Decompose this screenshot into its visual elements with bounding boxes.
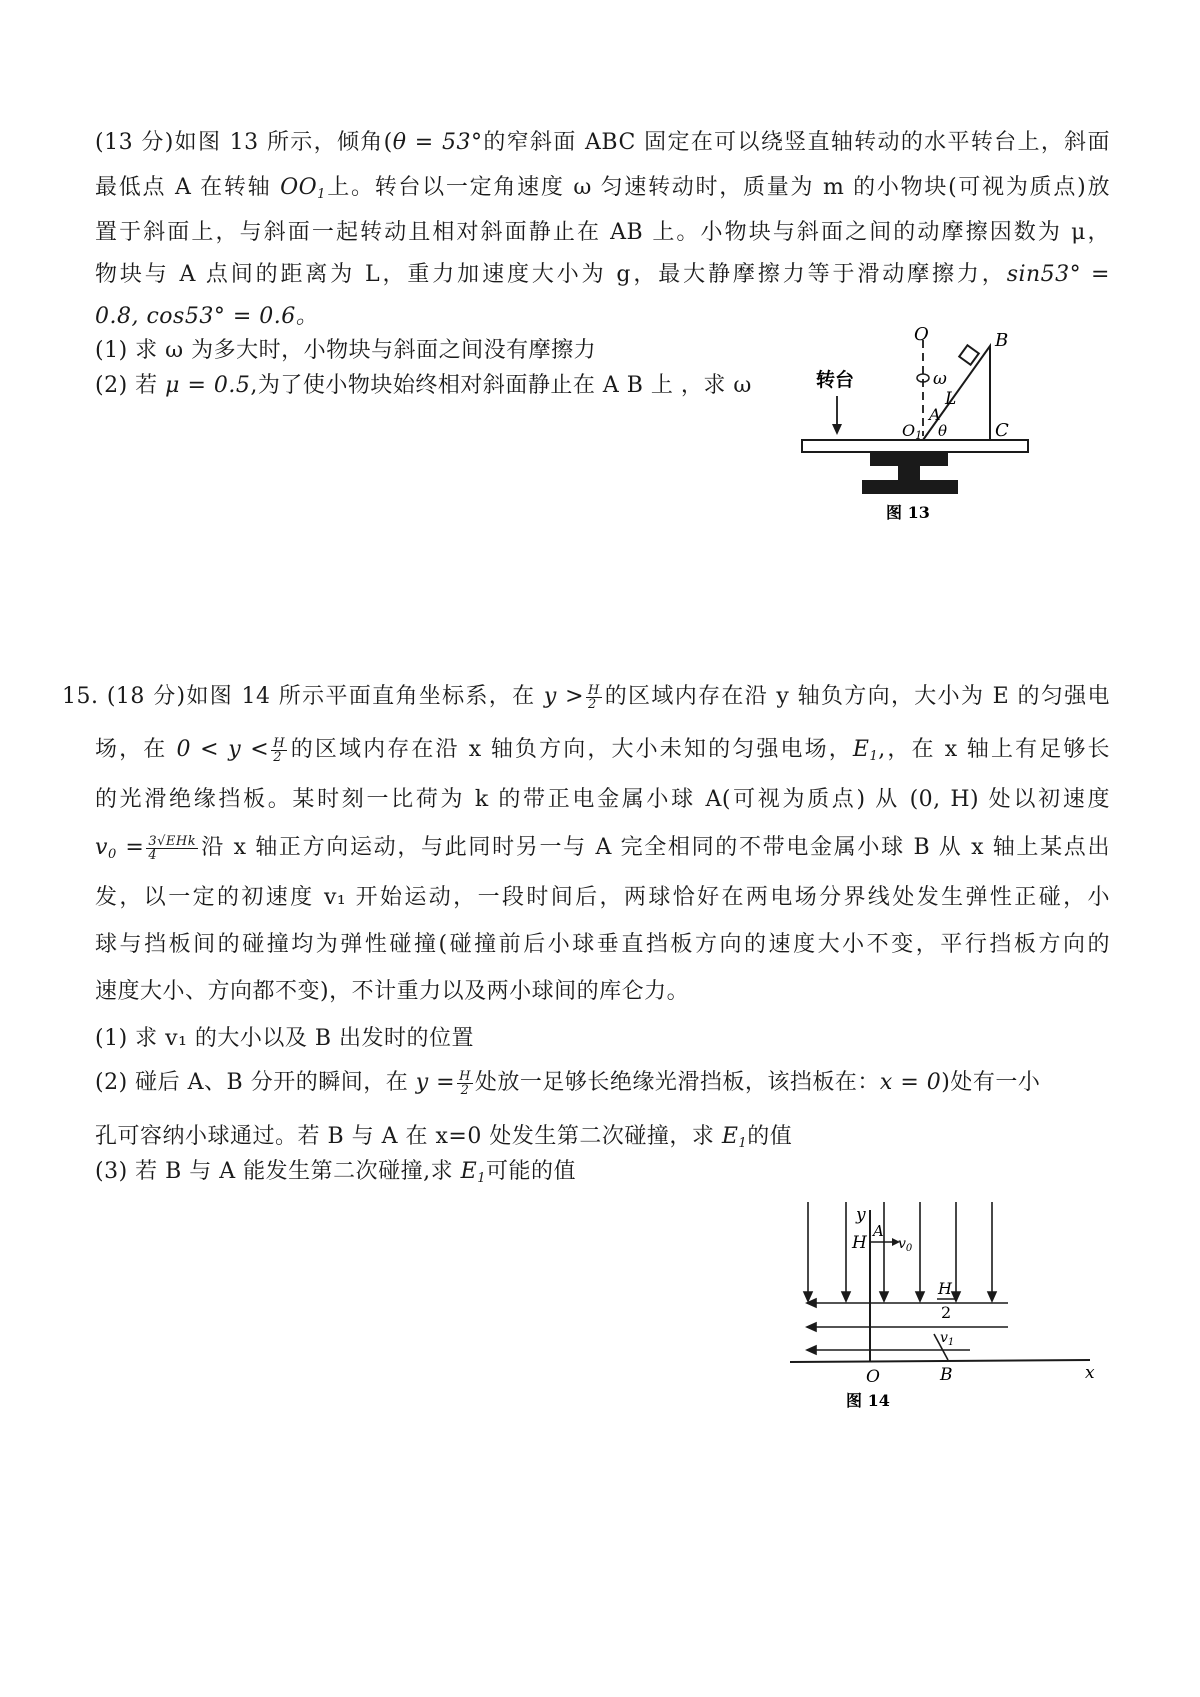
q15-subquestion-2: (2) 碰后 A、B 分开的瞬间，在 y = $\frac{H}{2}$ 处放一足够长绝缘光滑挡板，该挡板在：x = 0)处有一小: [95, 1068, 1041, 1098]
block-icon: [959, 345, 979, 365]
field-lines-e1: [807, 1299, 1008, 1354]
label-v0: $v_0$: [898, 1236, 913, 1254]
label-B: B: [940, 1365, 953, 1385]
q15-line-3: 的光滑绝缘挡板。某时刻一比荷为 k 的带正电金属小球 A(可视为质点) 从 (0, H) 处以初速度: [95, 787, 1110, 812]
label-x: x: [1085, 1363, 1095, 1383]
q15-subquestion-3: (3) 若 B 与 A 能发生第二次碰撞,求 $E_1$可能的值: [95, 1159, 577, 1186]
x-axis-line: [790, 1360, 1090, 1362]
turntable-base-bottom: [862, 480, 958, 494]
q14-subquestion-1: (1) 求 ω 为多大时，小物块与斜面之间没有摩擦力: [95, 338, 597, 363]
turntable-arrow-head: [832, 424, 842, 435]
q15-subquestion-2-line-2: 孔可容纳小球通过。若 B 与 A 在 x=0 处发生第二次碰撞，求 $E_1$的值: [95, 1124, 793, 1151]
q14-line-1: (13 分)如图 13 所示，倾角(θ = 53°的窄斜面 ABC 固定在可以绕竖直轴转动的水平转台上，斜面: [95, 130, 1110, 155]
fraction-h-over-2: $\frac{H}{2}$: [459, 1068, 471, 1098]
label-O: O: [866, 1367, 880, 1387]
figure-13: [780, 318, 1140, 528]
q14-line-2: 最低点 A 在转轴 $OO_1$上。转台以一定角速度 ω 匀速转动时，质量为 m 的小物块(可视为质点)放: [95, 175, 1110, 202]
turntable-base-top: [870, 452, 948, 466]
label-H2-num: H: [938, 1279, 952, 1298]
q15-line-2: 场，在 0 < y < $\frac{H}{2}$ 的区域内存在沿 x 轴负方向，大小未知的匀强电场，$E_1$,，在 x 轴上有足够长: [95, 735, 1110, 765]
q15-line-5: 发，以一定的初速度 v₁ 开始运动，一段时间后，两球恰好在两电场分界线处发生弹性正碰，小: [95, 885, 1110, 910]
fraction-h-over-2: $\frac{H}{2}$: [273, 735, 286, 765]
q14-line-4: 物块与 A 点间的距离为 L，重力加速度大小为 g，最大静摩擦力等于滑动摩擦力，sin53° =: [95, 262, 1110, 287]
label-A: A: [929, 405, 941, 424]
figure-13-caption: 图 13: [886, 503, 930, 522]
label-H2-den: 2: [941, 1303, 952, 1322]
label-O: O: [914, 324, 929, 345]
label-theta: θ: [938, 422, 948, 440]
q15-line-7: 速度大小、方向都不变)，不计重力以及两小球间的库仑力。: [95, 979, 690, 1004]
q15-line-1: 15. (18 分)如图 14 所示平面直角坐标系，在 y > $\frac{H}{2}$ 的区域内存在沿 y 轴负方向，大小为 E 的匀强电: [62, 682, 1111, 712]
label-L: L: [945, 389, 957, 409]
fraction-v0: $\frac{\text{3√EHk}}{4}$: [148, 833, 197, 863]
label-turntable: 转台: [816, 369, 855, 391]
turntable-base-stem: [898, 466, 920, 482]
q14-line-3: 置于斜面上，与斜面一起转动且相对斜面静止在 AB 上。小物块与斜面之间的动摩擦因数为 μ，: [95, 220, 1110, 245]
label-H: H: [852, 1233, 867, 1253]
label-v1: $v_1$: [940, 1330, 955, 1348]
label-C: C: [995, 420, 1009, 441]
q15-subquestion-1: (1) 求 v₁ 的大小以及 B 出发时的位置: [95, 1026, 475, 1051]
figure-14: [780, 1200, 1140, 1440]
label-B: B: [995, 330, 1009, 351]
label-y: y: [856, 1205, 866, 1225]
label-O1: O1: [902, 421, 923, 442]
label-omega: ω: [933, 369, 947, 389]
q15-line-4: $v_0$ = $\frac{\text{3√EHk}}{4}$ 沿 x 轴正方向运动，与此同时另一与 A 完全相同的不带电金属小球 B 从 x 轴上某点出: [95, 833, 1110, 863]
q14-line-5: 0.8, cos53° = 0.6。: [95, 304, 319, 329]
q15-line-6: 球与挡板间的碰撞均为弹性碰撞(碰撞前后小球垂直挡板方向的速度大小不变，平行挡板方向的: [95, 932, 1110, 957]
q14-subquestion-2: (2) 若 μ = 0.5,为了使小物块始终相对斜面静止在 A B 上 ，求 ω: [95, 373, 752, 398]
label-A: A: [873, 1222, 884, 1240]
figure-14-caption: 图 14: [846, 1391, 890, 1410]
incline-triangle: [923, 346, 990, 440]
fraction-h-over-2: $\frac{H}{2}$: [588, 682, 600, 712]
